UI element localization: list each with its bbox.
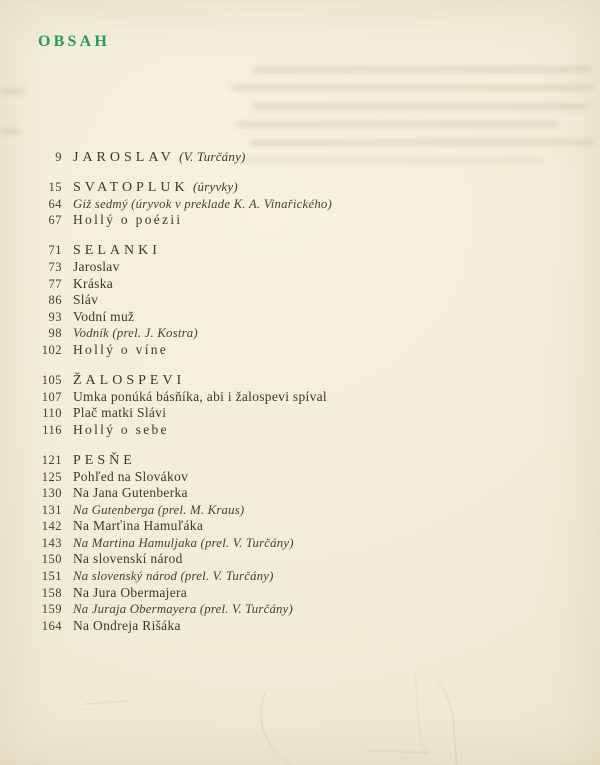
toc-page-number: 102 [41, 342, 62, 357]
toc-entry-text: Pohľed na Slovákov [73, 468, 189, 484]
toc-entry-title [73, 179, 238, 197]
toc-row [30, 259, 332, 276]
toc-entry-title [73, 389, 327, 406]
toc-entry-title [73, 585, 187, 602]
toc-row [30, 292, 332, 309]
table-of-contents [30, 149, 332, 634]
toc-entry-suffix: (úryvky) [193, 179, 238, 195]
toc-entry-title [73, 551, 183, 568]
toc-page-number: 71 [48, 243, 62, 258]
paper-crease [366, 750, 428, 753]
toc-row [30, 325, 332, 342]
toc-row [30, 535, 332, 552]
toc-entry-title [73, 196, 332, 213]
toc-entry-text: Na Jura Obermajera [73, 584, 188, 600]
toc-entry-text: Na slovenský národ (prel. V. Turčány) [73, 569, 274, 584]
toc-entry-text: Hollý o poézii [73, 212, 183, 228]
toc-page-number: 9 [55, 150, 62, 164]
toc-entry-title [73, 212, 182, 229]
toc-entry-text: Giž sedmý (úryvok v preklade K. A. Vinařického) [73, 196, 332, 211]
toc-entry-text: PESŇE [73, 452, 136, 468]
toc-row [30, 196, 332, 213]
toc-page-number: 105 [41, 373, 62, 388]
toc-page-number: 121 [41, 452, 62, 467]
toc-entry-suffix: (V. Turčány) [179, 149, 246, 164]
toc-page-number: 116 [42, 422, 62, 437]
toc-row [30, 149, 332, 166]
toc-row [30, 309, 332, 326]
toc-entry-text: ŽALOSPEVI [73, 373, 186, 389]
toc-page-number: 98 [48, 326, 62, 341]
toc-page-number: 125 [41, 469, 62, 484]
toc-entry-title [73, 149, 246, 167]
toc-page-number: 151 [41, 569, 62, 584]
toc-row [30, 422, 332, 439]
toc-entry-text: Hollý o sebe [73, 421, 169, 437]
toc-entry-text: Vodní muž [73, 308, 135, 324]
toc-entry-text: Jaroslav [73, 258, 120, 274]
toc-page-number: 93 [48, 309, 62, 324]
toc-entry-title [73, 309, 134, 326]
toc-entry-title [73, 601, 293, 618]
toc-entry-title [73, 502, 244, 519]
toc-entry-title [73, 469, 188, 486]
toc-page-number: 159 [41, 602, 62, 617]
toc-entry-text: SVATOPLUK [73, 180, 189, 196]
toc-entry-text: Na slovenskí národ [73, 551, 183, 567]
toc-page-number: 86 [48, 293, 62, 308]
toc-row [30, 568, 332, 585]
showthrough-line [252, 66, 592, 73]
toc-page-number: 15 [48, 180, 62, 195]
toc-row [30, 342, 332, 359]
toc-row [30, 389, 332, 406]
toc-row [30, 618, 332, 635]
showthrough-line [232, 84, 594, 91]
toc-row [30, 551, 332, 568]
toc-row [30, 502, 332, 519]
toc-entry-title [73, 242, 161, 260]
toc-row [30, 242, 332, 259]
toc-entry-title [73, 485, 188, 502]
toc-entry-text: Kráska [73, 275, 114, 291]
toc-entry-title [73, 618, 181, 635]
page-title: OBSAH [38, 33, 111, 50]
toc-row [30, 179, 332, 196]
toc-page-number: 130 [41, 486, 62, 501]
toc-entry-text: Na Ondreja Rišáka [73, 617, 181, 633]
toc-entry-title [73, 372, 185, 390]
toc-row [30, 212, 332, 229]
toc-row [30, 405, 332, 422]
toc-page-number: 131 [41, 502, 62, 517]
toc-row [30, 601, 332, 618]
toc-entry-title [73, 276, 113, 293]
showthrough-line [250, 139, 594, 146]
toc-page-number: 158 [41, 585, 62, 600]
toc-entry-text: Sláv [73, 292, 99, 308]
toc-entry-title [73, 568, 274, 585]
toc-page-number: 67 [48, 213, 62, 228]
toc-row [30, 585, 332, 602]
toc-entry-text: Na Gutenberga (prel. M. Kraus) [73, 502, 245, 517]
toc-page-number: 164 [41, 618, 62, 633]
toc-row [30, 518, 332, 535]
showthrough-line [0, 88, 26, 95]
toc-entry-title [73, 518, 203, 535]
toc-page-number: 110 [42, 406, 62, 421]
toc-page-number: 150 [41, 552, 62, 567]
toc-page-number: 142 [41, 519, 62, 534]
toc-entry-text: Na Martina Hamuljaka (prel. V. Turčány) [73, 535, 294, 550]
toc-entry-text: JAROSLAV [73, 150, 175, 165]
toc-row [30, 469, 332, 486]
paper-crease [84, 700, 128, 704]
toc-page-number: 73 [48, 259, 62, 274]
toc-page-number: 64 [48, 196, 62, 211]
toc-entry-text: Plač matki Slávi [73, 405, 167, 421]
showthrough-line [236, 121, 558, 128]
toc-entry-title [73, 259, 120, 276]
showthrough-line [0, 128, 20, 135]
toc-entry-title [73, 452, 136, 470]
paper-crease [248, 691, 344, 765]
toc-entry-text: Umka ponúká básňíka, abi i žalospevi spíval [73, 388, 327, 404]
toc-entry-title [73, 342, 168, 359]
toc-row [30, 485, 332, 502]
toc-page-number: 107 [41, 389, 62, 404]
toc-page-number: 143 [41, 535, 62, 550]
toc-entry-text: SELANKI [73, 243, 161, 259]
toc-entry-title [73, 422, 169, 439]
toc-entry-text: Na Marťina Hamuľáka [73, 518, 204, 534]
toc-entry-text: Hollý o víne [73, 341, 169, 357]
toc-row [30, 276, 332, 293]
showthrough-line [252, 103, 588, 110]
toc-entry-text: Na Juraja Obermayera (prel. V. Turčány) [73, 602, 293, 617]
toc-entry-text: Na Jana Gutenberka [73, 485, 188, 501]
toc-row [30, 372, 332, 389]
toc-entry-title [73, 325, 198, 342]
toc-entry-text: Vodník (prel. J. Kostra) [73, 326, 198, 341]
toc-entry-title [73, 292, 98, 309]
toc-entry-title [73, 535, 294, 552]
toc-row [30, 452, 332, 469]
toc-entry-title [73, 405, 166, 422]
toc-page-number: 77 [48, 276, 62, 291]
